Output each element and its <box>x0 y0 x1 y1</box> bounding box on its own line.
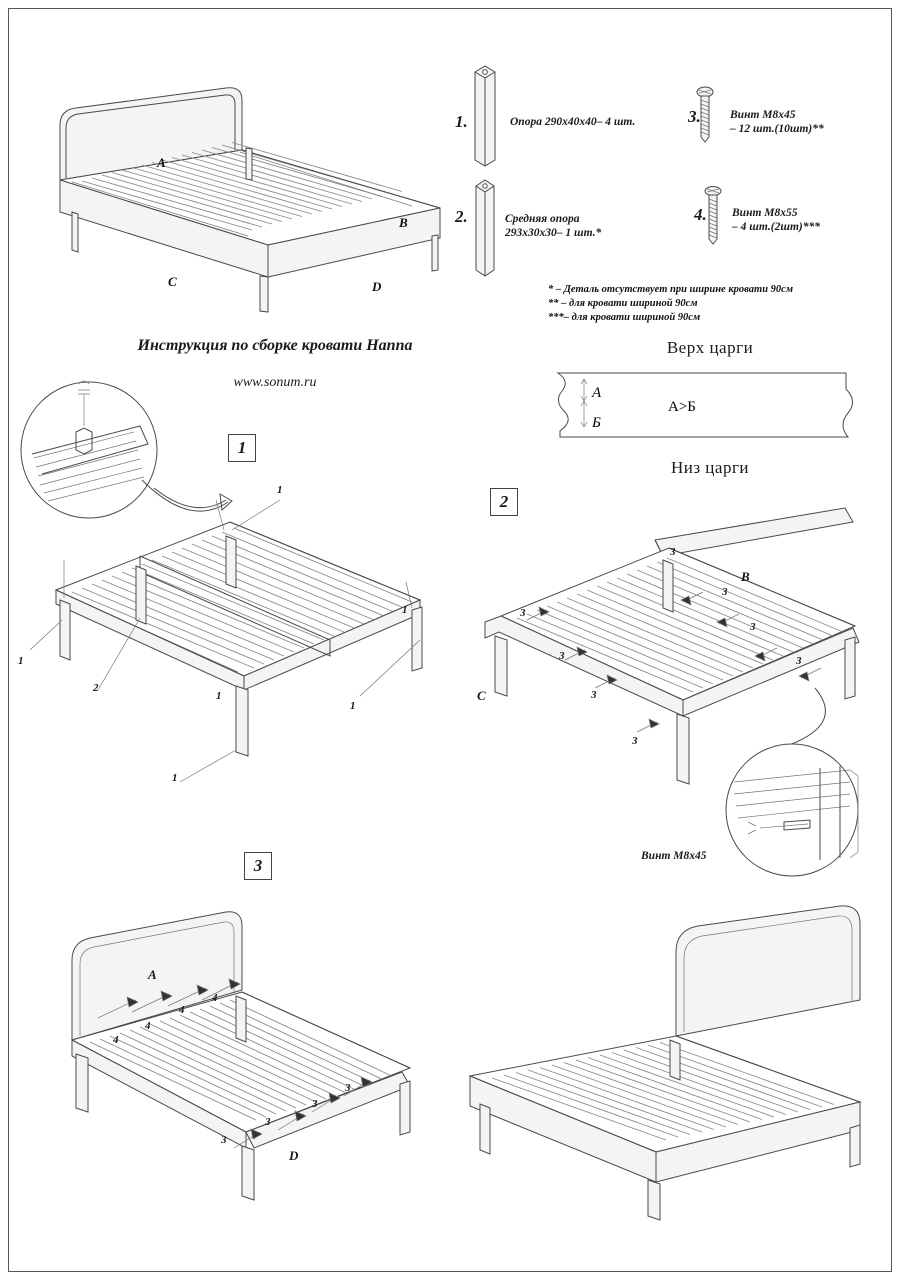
part-4-text <box>732 206 892 234</box>
step-3-callout-3: 4 <box>179 1004 185 1016</box>
footnote-1: * – Деталь отсутствует при ширине кровати 90см <box>548 284 794 295</box>
site-url[interactable]: www.sonum.ru <box>233 375 317 390</box>
step-3-badge: 3 <box>244 852 272 880</box>
step-3-callout-8: 3 <box>345 1082 351 1094</box>
step-3-callout-6: 3 <box>265 1116 271 1128</box>
step-2-detail-callout <box>700 742 900 902</box>
step-2-detail-label: Винт М8х45 <box>641 850 707 862</box>
carga-b-label: Б <box>592 415 601 431</box>
step-1-callout-5: 1 <box>172 772 178 784</box>
step-3-callout-1: 4 <box>113 1034 119 1046</box>
part-2-number: 2. <box>455 207 468 226</box>
step-2-callout-8: 3 <box>796 655 802 667</box>
step-2-callout-3: 3 <box>591 689 597 701</box>
step-3-label-d: D <box>289 1148 299 1163</box>
carga-bottom-label: Низ царги <box>670 458 750 477</box>
part-2-text <box>505 212 705 240</box>
step-1-callout-1: 1 <box>18 655 24 667</box>
footnote-2: ** – для кровати шириной 90см <box>548 298 698 309</box>
label-a: A <box>157 155 166 170</box>
step-2-callout-6: 3 <box>722 586 728 598</box>
footnotes-block <box>548 283 888 325</box>
step-2-callout-5: 3 <box>670 546 676 558</box>
step-2-callout-1: 3 <box>520 607 526 619</box>
step-3-callout-7: 3 <box>312 1098 318 1110</box>
step-1-callout-7: 1 <box>216 690 222 702</box>
label-d: D <box>372 279 382 294</box>
step-1-callout-3: 1 <box>402 604 408 616</box>
page-title: Инструкция по сборке кровати Наппа <box>137 337 413 354</box>
part-3-text-line1: Винт М8х45 <box>730 109 796 121</box>
part-3-text <box>730 108 890 136</box>
step-2-label-b: B <box>741 569 750 584</box>
label-b: B <box>399 215 408 230</box>
step-2-callout-7: 3 <box>750 621 756 633</box>
part-3-number: 3. <box>688 107 701 126</box>
step-3-callout-2: 4 <box>145 1020 151 1032</box>
part-2-text-line1: Средняя опора <box>505 213 580 225</box>
label-c: C <box>168 274 177 289</box>
part-1-number: 1. <box>455 112 468 131</box>
part-4-text-line2: – 4 шт.(2шт)*** <box>732 221 820 233</box>
step-2-callout-2: 3 <box>559 650 565 662</box>
step-3-callout-4: 4 <box>212 992 218 1004</box>
overview-bed-figure <box>20 40 450 320</box>
step-1-callout-4: 1 <box>350 700 356 712</box>
step-1-callout-2: 1 <box>277 484 283 496</box>
part-4-text-line1: Винт М8х55 <box>732 207 798 219</box>
step-2-label-c: C <box>477 688 486 703</box>
step-1-badge: 1 <box>228 434 256 462</box>
step-1-callout-6: 2 <box>93 682 99 694</box>
step-1-figure <box>20 500 440 810</box>
carga-figure <box>548 365 868 445</box>
carga-a-label: А <box>592 385 602 401</box>
final-assembly-figure <box>440 900 880 1230</box>
part-4-number: 4. <box>694 205 707 224</box>
part-1-text: Опора 290х40х40– 4 шт. <box>510 116 636 128</box>
step-3-label-a: A <box>148 967 157 982</box>
footnote-3: ***– для кровати шириной 90см <box>548 312 701 323</box>
part-2-text-line2: 293х30х30– 1 шт.* <box>505 227 602 239</box>
part-3-text-line2: – 12 шт.(10шт)** <box>730 123 824 135</box>
step-2-badge: 2 <box>490 488 518 516</box>
step-3-callout-5: 3 <box>221 1134 227 1146</box>
step-2-callout-4: 3 <box>632 735 638 747</box>
carga-top-label: Верх царги <box>666 338 754 357</box>
step-3-figure <box>50 900 450 1200</box>
carga-relation: А>Б <box>668 399 696 415</box>
